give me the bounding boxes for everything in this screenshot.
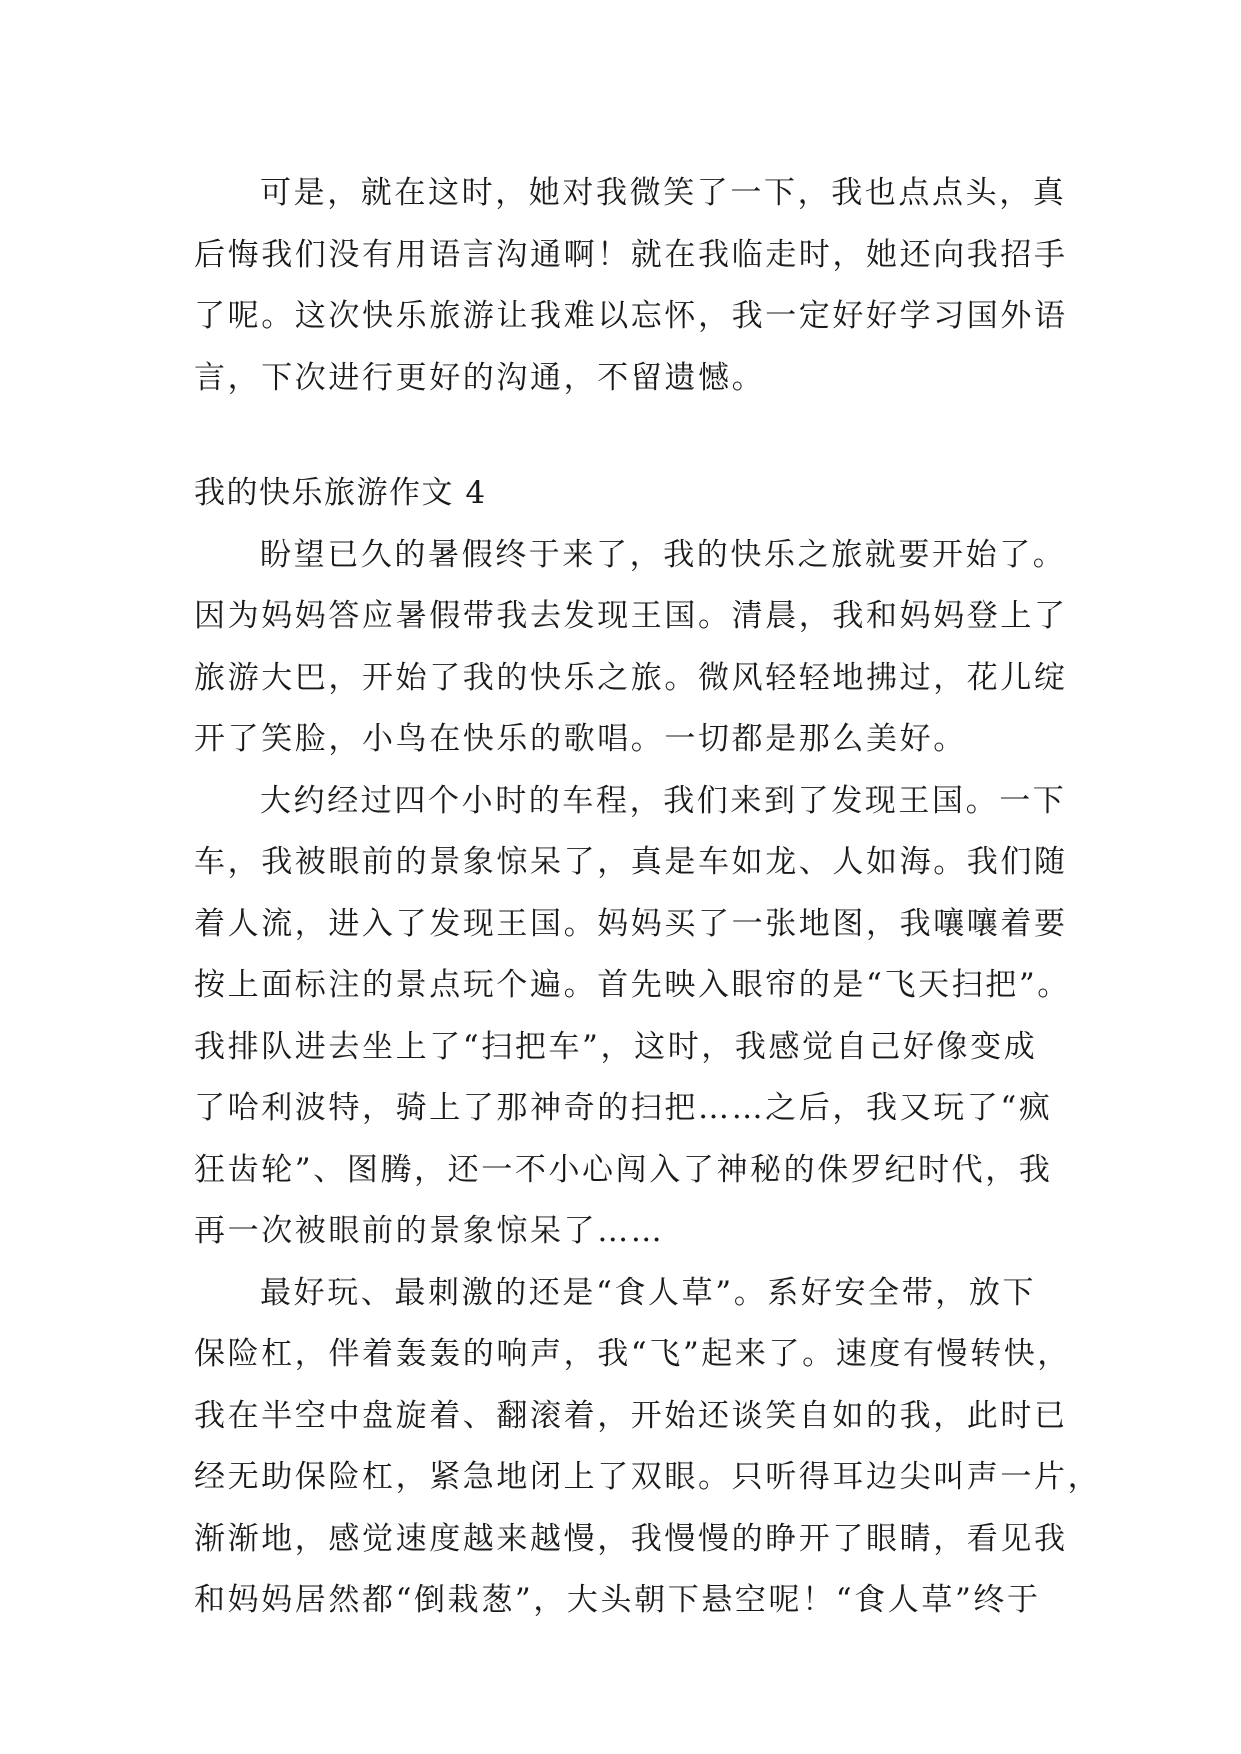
paragraph-line: 按上面标注的景点玩个遍。首先映入眼帘的是“飞天扫把”。 <box>194 967 1071 1003</box>
paragraph-line: 了呢。这次快乐旅游让我难以忘怀，我一定好好学习国外语 <box>194 298 1068 334</box>
paragraph-line: 开了笑脸，小鸟在快乐的歌唱。一切都是那么美好。 <box>194 721 967 757</box>
paragraph-line: 车，我被眼前的景象惊呆了，真是车如龙、人如海。我们随 <box>194 844 1068 880</box>
paragraph-line: 着人流，进入了发现王国。妈妈买了一张地图，我嚷嚷着要 <box>194 905 1068 942</box>
paragraph-line: 渐渐地，感觉速度越来越慢，我慢慢的睁开了眼睛，看见我 <box>194 1520 1068 1557</box>
paragraph-3 <box>194 1263 1102 1632</box>
paragraph-line: 旅游大巴，开始了我的快乐之旅。微风轻轻地拂过，花儿绽 <box>194 659 1068 696</box>
document-body <box>194 163 1102 1632</box>
paragraph-line: 后悔我们没有用语言沟通啊！就在我临走时，她还向我招手 <box>194 236 1068 273</box>
paragraph-line: 保险杠，伴着轰轰的响声，我“飞”起来了。速度有慢转快， <box>194 1336 1071 1372</box>
paragraph-line: 盼望已久的暑假终于来了，我的快乐之旅就要开始了。 <box>260 536 1067 573</box>
paragraph-line: 和妈妈居然都“倒栽葱”，大头朝下悬空呢！“食人草”终于 <box>194 1582 1041 1618</box>
paragraph-line: 大约经过四个小时的车程，我们来到了发现王国。一下 <box>260 782 1067 819</box>
paragraph-line: 我排队进去坐上了“扫把车”，这时，我感觉自己好像变成 <box>194 1028 1038 1065</box>
paragraph-2 <box>194 771 1071 1263</box>
intro-paragraph <box>194 163 1068 409</box>
paragraph-line: 言，下次进行更好的沟通，不留遗憾。 <box>194 359 766 396</box>
paragraph-line: 因为妈妈答应暑假带我去发现王国。清晨，我和妈妈登上了 <box>194 598 1068 634</box>
paragraph-line: 狂齿轮”、图腾，还一不小心闯入了神秘的侏罗纪时代，我 <box>194 1151 1053 1188</box>
paragraph-line: 可是，就在这时，她对我微笑了一下，我也点点头，真 <box>260 175 1067 211</box>
section-heading <box>194 463 1054 525</box>
section-heading-text: 我的快乐旅游作文 4 <box>194 475 487 511</box>
paragraph-line: 再一次被眼前的景象惊呆了…… <box>194 1213 665 1249</box>
paragraph-line: 最好玩、最刺激的还是“食人草”。系好安全带，放下 <box>260 1274 1037 1311</box>
paragraph-line: 我在半空中盘旋着、翻滚着，开始还谈笑自如的我，此时已 <box>194 1397 1068 1434</box>
paragraph-1 <box>194 525 1068 771</box>
paragraph-line: 了哈利波特，骑上了那神奇的扫把……之后，我又玩了“疯 <box>194 1090 1053 1126</box>
paragraph-line: 经无助保险杠，紧急地闭上了双眼。只听得耳边尖叫声一片， <box>194 1459 1102 1495</box>
